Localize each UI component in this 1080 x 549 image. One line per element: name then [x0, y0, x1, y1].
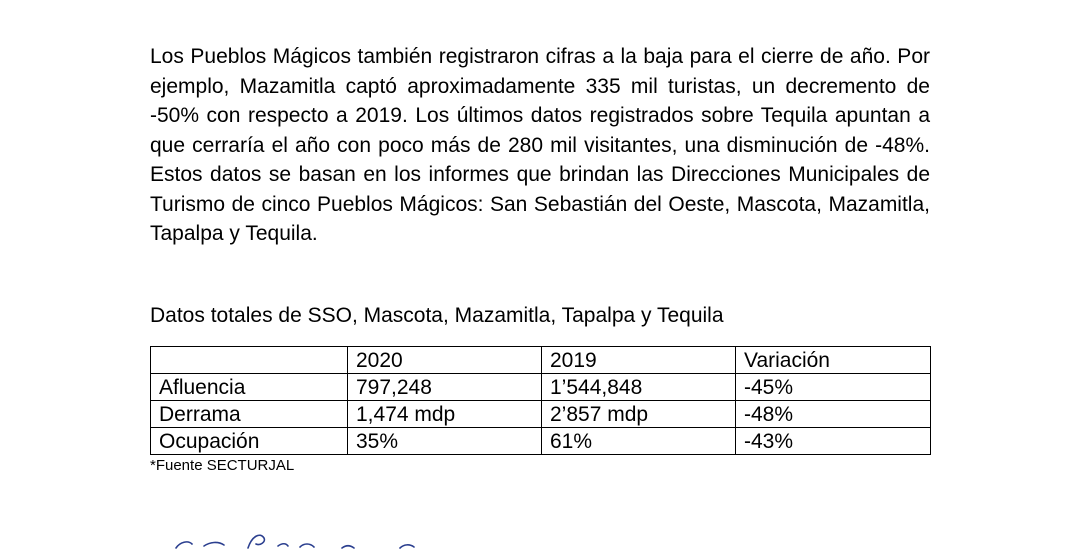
table-cell: -43%: [736, 428, 931, 455]
source-note: *Fuente SECTURJAL: [150, 457, 295, 474]
table-row: [151, 374, 931, 401]
table-row: [151, 428, 931, 455]
table-header-cell: 2020: [348, 347, 542, 374]
table-header-cell: [151, 347, 348, 374]
table-row-label: Afluencia: [151, 374, 348, 401]
data-table: [150, 346, 931, 455]
table-cell: 1’544,848: [542, 374, 736, 401]
table-header-row: [151, 347, 931, 374]
handwritten-signature: [160, 528, 440, 549]
table-cell: -45%: [736, 374, 931, 401]
table-cell: 61%: [542, 428, 736, 455]
table-cell: -48%: [736, 401, 931, 428]
table-header-cell: 2019: [542, 347, 736, 374]
table-row-label: Ocupación: [151, 428, 348, 455]
table-cell: 1,474 mdp: [348, 401, 542, 428]
table-caption: Datos totales de SSO, Mascota, Mazamitla, Tapalpa y Tequila: [150, 304, 724, 327]
table-header-cell: Variación: [736, 347, 931, 374]
body-paragraph: Los Pueblos Mágicos también registraron cifras a la baja para el cierre de año. Por ejemplo, Mazamitla captó aproximadamente 335 mil turistas, un decremento de -50% con respecto a 2019. Los últimos datos registrados sobre Tequila apuntan a que cerraría el año con poco más de 280 mil visitantes, una disminución de -48%. Estos datos se basan en los informes que brindan las Direcciones Municipales de Turismo de cinco Pueblos Mágicos: San Sebastián del Oeste, Mascota, Mazamitla, Tapalpa y Tequila.: [150, 45, 930, 245]
table-row-label: Derrama: [151, 401, 348, 428]
table-cell: 35%: [348, 428, 542, 455]
table-cell: 2’857 mdp: [542, 401, 736, 428]
table-cell: 797,248: [348, 374, 542, 401]
table-row: [151, 401, 931, 428]
